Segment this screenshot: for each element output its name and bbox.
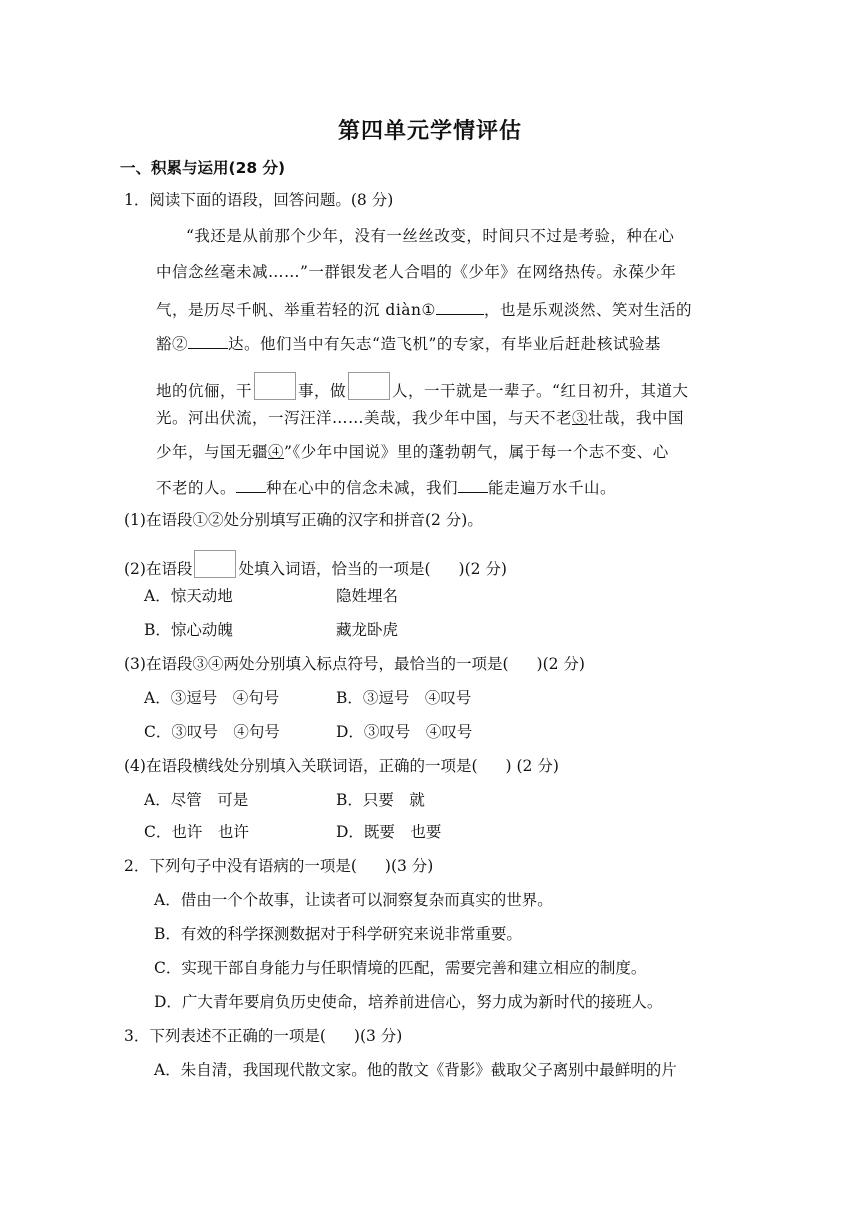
option-line: D．广大青年要肩负历史使命，培养前进信心，努力成为新时代的接班人。 xyxy=(154,993,663,1011)
mark-3: ③ xyxy=(572,409,589,427)
question-text: )(3 分) xyxy=(353,1027,403,1045)
option-line: B．③逗号 ④叹号 xyxy=(336,689,472,707)
answer-box-1[interactable] xyxy=(254,372,296,400)
passage-line-4 xyxy=(156,332,661,354)
passage-line-7 xyxy=(156,442,669,462)
passage-line-2: 中信念丝毫未减……”一群银发老人合唱的《少年》在网络热传。永葆少年 xyxy=(156,263,677,281)
option-line: B．惊心动魄 xyxy=(144,621,233,639)
option-line: C．实现干部自身能力与任职情境的匹配，需要完善和建立相应的制度。 xyxy=(154,959,647,977)
answer-box-2[interactable] xyxy=(348,372,390,400)
question-text: )(3 分) xyxy=(384,857,434,875)
option-line: D．既要 也要 xyxy=(336,823,442,841)
mark-4: ④ xyxy=(268,443,285,461)
question-2-stem xyxy=(124,856,433,876)
passage-text: 少年，与国无疆 xyxy=(156,443,269,461)
passage-text: 壮哉，我中国 xyxy=(588,409,685,427)
question-text: 2．下列句子中没有语病的一项是( xyxy=(124,857,357,875)
passage-line-3 xyxy=(156,298,692,320)
sub-question-text: (3)在语段③④两处分别填入标点符号，最恰当的一项是( xyxy=(124,655,509,673)
sub-question-1: (1)在语段①②处分别填写正确的汉字和拼音(2 分)。 xyxy=(124,511,483,529)
sub-question-4 xyxy=(124,756,559,776)
passage-text: 种在心中的信念未减，我们 xyxy=(266,479,459,497)
passage-line-1: “我还是从前那个少年，没有一丝丝改变，时间只不过是考验，种在心 xyxy=(186,227,675,245)
sub-question-2 xyxy=(124,550,507,579)
sub-question-text: (4)在语段横线处分别填入关联词语，正确的一项是( xyxy=(124,757,478,775)
answer-box-ref xyxy=(194,550,236,578)
sub-question-text: ) (2 分) xyxy=(505,757,559,775)
option-line: 隐姓埋名 xyxy=(336,587,399,605)
sub-question-3 xyxy=(124,654,585,674)
passage-text: 事，做 xyxy=(298,382,347,400)
option-line: A．③逗号 ④句号 xyxy=(144,689,280,707)
option-line: A．借由一个个故事，让读者可以洞察复杂而真实的世界。 xyxy=(154,891,553,909)
sub-question-text: 处填入词语，恰当的一项是( xyxy=(238,560,431,578)
passage-text: 达。他们当中有矢志“造飞机”的专家，有毕业后赶赴核试验基 xyxy=(228,335,661,353)
option-line: 藏龙卧虎 xyxy=(336,621,399,639)
option-line: B．只要 就 xyxy=(336,791,425,809)
blank-3[interactable] xyxy=(236,476,266,493)
passage-line-6 xyxy=(156,408,684,428)
sub-question-text: (2)在语段 xyxy=(124,560,193,578)
blank-1[interactable] xyxy=(436,298,484,315)
option-line: D．③叹号 ④叹号 xyxy=(336,723,473,741)
option-line: A．尽管 可是 xyxy=(144,791,249,809)
question-text: 3．下列表述不正确的一项是( xyxy=(124,1027,326,1045)
passage-text: ”《少年中国说》里的蓬勃朝气，属于每一个志不变、心 xyxy=(284,443,669,461)
passage-text: 气，是历尽千帆、举重若轻的沉 diàn① xyxy=(156,301,436,319)
option-line: A．朱自清，我国现代散文家。他的散文《背影》截取父子离别中最鲜明的片 xyxy=(154,1061,677,1079)
passage-text: 光。河出伏流，一泻汪洋……美哉，我少年中国，与天不老 xyxy=(156,409,573,427)
passage-text: 豁② xyxy=(156,335,189,353)
passage-text: 能走遍万水千山。 xyxy=(488,479,617,497)
blank-2[interactable] xyxy=(188,332,228,349)
passage-text: ，也是乐观淡然、笑对生活的 xyxy=(483,301,692,319)
blank-4[interactable] xyxy=(458,476,488,493)
option-line: C．也许 也许 xyxy=(144,823,249,841)
option-line: B．有效的科学探测数据对于科学研究来说非常重要。 xyxy=(154,925,522,943)
section-heading: 一、积累与运用(28 分) xyxy=(120,159,286,177)
sub-question-text: )(2 分) xyxy=(458,560,507,578)
question-1-stem: 1．阅读下面的语段，回答问题。(8 分) xyxy=(124,191,394,209)
page-title: 第四单元学情评估 xyxy=(337,119,522,144)
option-line: C．③叹号 ④句号 xyxy=(144,723,280,741)
sub-question-text: )(2 分) xyxy=(536,655,585,673)
passage-text: 人，一干就是一辈子。“红日初升，其道大 xyxy=(392,382,689,400)
passage-text: 不老的人。 xyxy=(156,479,237,497)
passage-line-8 xyxy=(156,476,616,498)
passage-line-5 xyxy=(156,372,688,401)
passage-text: 地的伉俪，干 xyxy=(156,382,253,400)
option-line: A．惊天动地 xyxy=(144,587,233,605)
question-3-stem xyxy=(124,1026,402,1046)
